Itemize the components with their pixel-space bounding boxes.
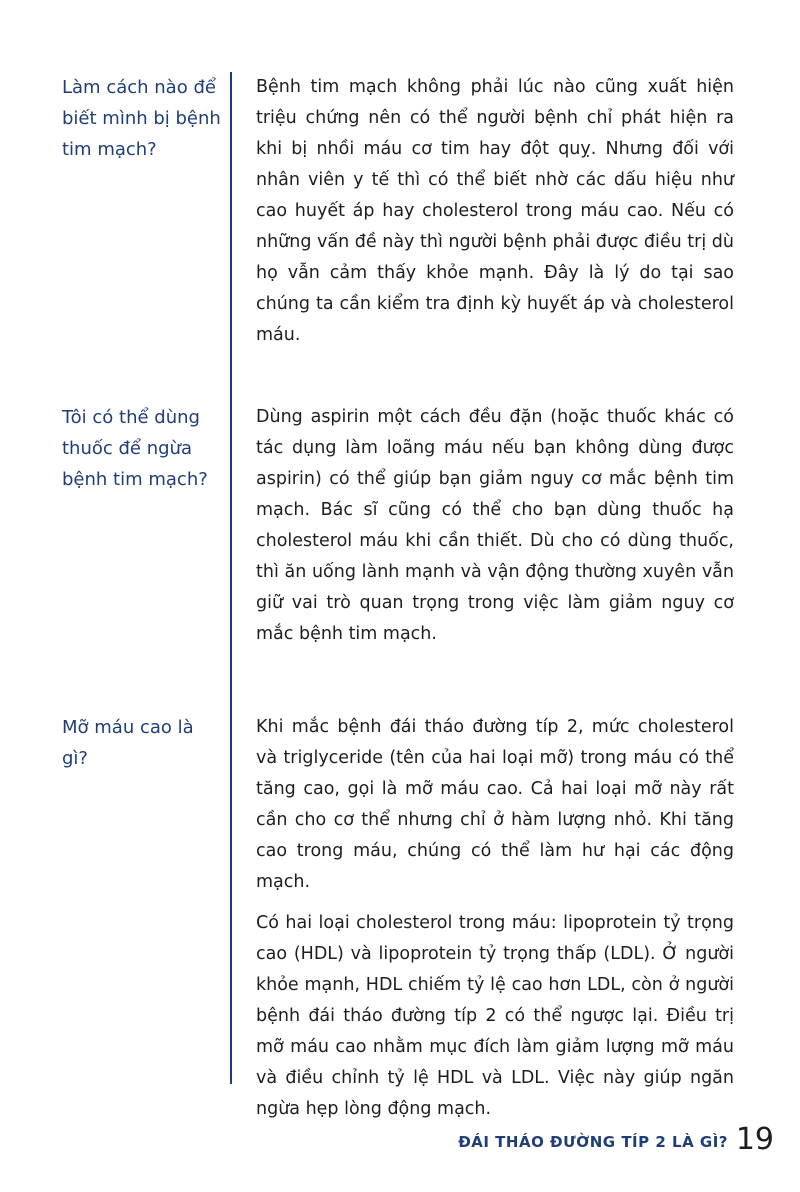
answer-paragraph: Khi mắc bệnh đái tháo đường típ 2, mức cholesterol và triglyceride (tên của hai loại mỡ) trong máu có thể tăng cao, gọi là mỡ máu cao. Cả hai loại mỡ này rất cần cho cơ thể nhưng chỉ ở hàm lượng nhỏ. Khi tăng cao trong máu, chúng có thể làm hư hại các động mạch. bbox=[256, 717, 734, 892]
question-heading: Mỡ máu cao là gì? bbox=[62, 717, 194, 769]
answer-paragraph: Bệnh tim mạch không phải lúc nào cũng xuất hiện triệu chứng nên có thể người bệnh chỉ phát hiện ra khi bị nhồi máu cơ tim hay đột quỵ. Nhưng đối với nhân viên y tế thì có thể biết nhờ các dấu hiệu như cao huyết áp hay cholesterol trong máu cao. Nếu có những vấn đề này thì người bệnh phải được điều trị dù họ vẫn cảm thấy khỏe mạnh. Đây là lý do tại sao chúng ta cần kiểm tra định kỳ huyết áp và cholesterol máu. bbox=[256, 77, 734, 345]
answer-paragraph: Có hai loại cholesterol trong máu: lipoprotein tỷ trọng cao (HDL) và lipoprotein tỷ trọng thấp (LDL). Ở người khỏe mạnh, HDL chiếm tỷ lệ cao hơn LDL, còn ở người bệnh đái tháo đường típ 2 có thể ngược lại. Điều trị mỡ máu cao nhằm mục đích làm giảm lượng mỡ máu và điều chỉnh tỷ lệ HDL và LDL. Việc này giúp ngăn ngừa hẹp lòng động mạch. bbox=[256, 913, 734, 1119]
page-number: 19 bbox=[735, 1122, 774, 1157]
running-footer-title: ĐÁI THÁO ĐƯỜNG TÍP 2 LÀ GÌ? bbox=[458, 1133, 728, 1151]
answer-paragraph: Dùng aspirin một cách đều đặn (hoặc thuốc khác có tác dụng làm loãng máu nếu bạn không dùng được aspirin) có thể giúp bạn giảm nguy cơ mắc bệnh tim mạch. Bác sĩ cũng có thể cho bạn dùng thuốc hạ cholesterol máu khi cần thiết. Dù cho có dùng thuốc, thì ăn uống lành mạnh và vận động thường xuyên vẫn giữ vai trò quan trọng trong việc làm giảm nguy cơ mắc bệnh tim mạch. bbox=[256, 407, 734, 644]
question-heading: Làm cách nào để biết mình bị bệnh tim mạch? bbox=[62, 77, 221, 160]
vertical-divider bbox=[230, 72, 232, 1084]
answer-text bbox=[256, 712, 734, 1135]
answer-text bbox=[256, 72, 734, 361]
answer-text bbox=[256, 402, 734, 660]
question-heading: Tôi có thể dùng thuốc để ngừa bệnh tim mạch? bbox=[62, 407, 208, 490]
